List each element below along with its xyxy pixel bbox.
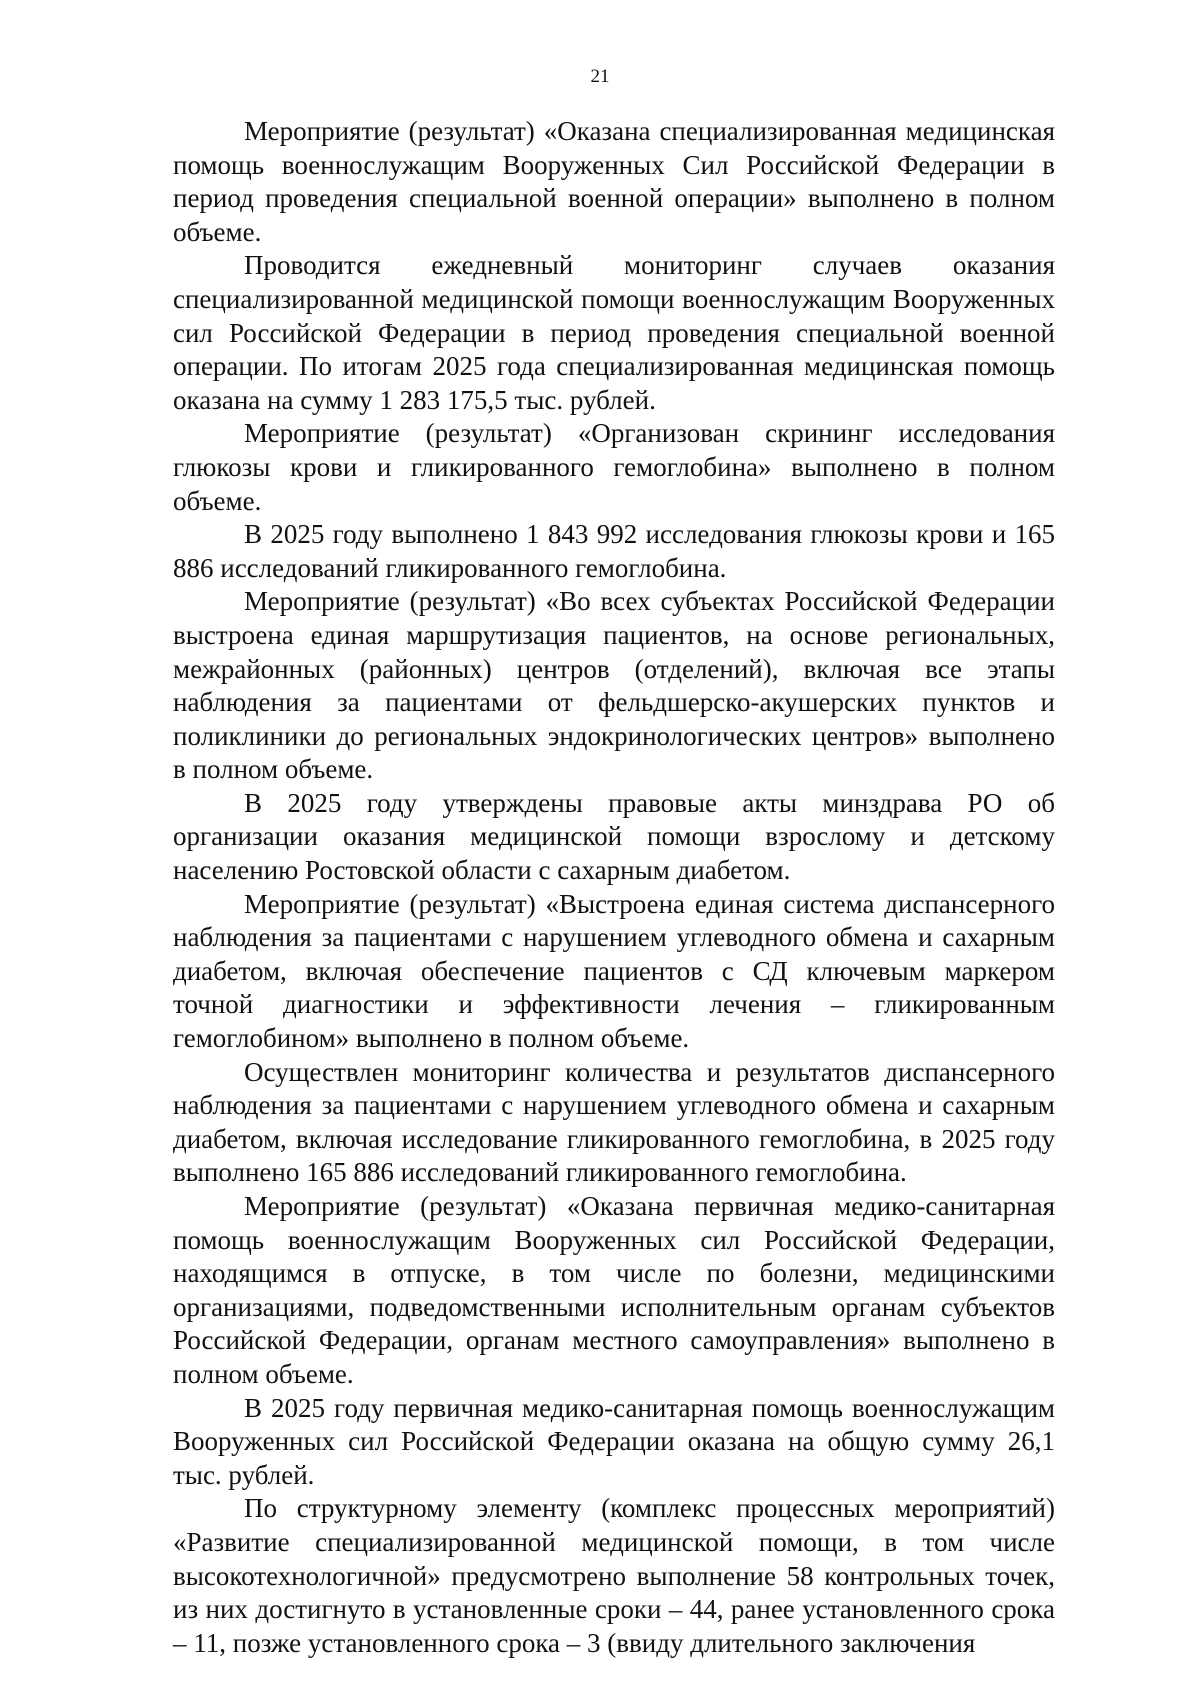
paragraph: В 2025 году выполнено 1 843 992 исследования глюкозы крови и 165 886 исследований гликированного гемоглобина. [173, 519, 1055, 583]
paragraph: Проводится ежедневный мониторинг случаев оказания специализированной медицинской помощи военнослужащим Вооруженных сил Российской Федерации в период проведения специальной военной операции. По итогам 2025 года специализированная медицинская помощь оказана на сумму 1 283 175,5 тыс. рублей. [173, 250, 1055, 415]
paragraph: Мероприятие (результат) «Оказана специализированная медицинская помощь военнослужащим Вооруженных Сил Российской Федерации в период проведения специальной военной операции» выполнено в полном объеме. [173, 116, 1055, 247]
page-number: 21 [590, 66, 610, 87]
paragraph: В 2025 году утверждены правовые акты минздрава РО об организации оказания медицинской помощи взрослому и детскому населению Ростовской области с сахарным диабетом. [173, 787, 1055, 886]
paragraph: Осуществлен мониторинг количества и результатов диспансерного наблюдения за пациентами с нарушением углеводного обмена и сахарным диабетом, включая исследование гликированного гемоглобина, в 2025 году выполнено 165 886 исследований гликированного гемоглобина. [173, 1056, 1055, 1188]
paragraph: В 2025 году первичная медико-санитарная помощь военнослужащим Вооруженных сил Российской Федерации оказана на общую сумму 26,1 тыс. рублей. [173, 1392, 1055, 1490]
paragraph: Мероприятие (результат) «Оказана первичная медико-санитарная помощь военнослужащим Вооруженных сил Российской Федерации, находящимся в отпуске, в том числе по болезни, медицинскими организациями, подведомственными исполнительным органам субъектов Российской Федерации, органам местного самоуправления» выполнено в полном объеме. [173, 1191, 1055, 1389]
paragraph: Мероприятие (результат) «Организован скрининг исследования глюкозы крови и гликированного гемоглобина» выполнено в полном объеме. [173, 418, 1055, 516]
paragraph: По структурному элементу (комплекс процессных мероприятий) «Развитие специализированной медицинской помощи, в том числе высокотехнологичной» предусмотрено выполнение 58 контрольных точек, из них достигнуто в установленные сроки – 44, ранее установленного срока – 11, позже установленного срока – 3 (ввиду длительного заключения [173, 1493, 1055, 1658]
paragraph: Мероприятие (результат) «Выстроена единая система диспансерного наблюдения за пациентами с нарушением углеводного обмена и сахарным диабетом, включая обеспечение пациентов с СД ключевым маркером точной диагностики и эффективности лечения – гликированным гемоглобином» выполнено в полном объеме. [173, 888, 1055, 1054]
document-body [173, 115, 1055, 1660]
paragraph: Мероприятие (результат) «Во всех субъектах Российской Федерации выстроена единая маршрутизация пациентов, на основе региональных, межрайонных (районных) центров (отделений), включая все этапы наблюдения за пациентами от фельдшерско-акушерских пунктов и поликлиники до региональных эндокринологических центров» выполнено в полном объеме. [173, 586, 1055, 785]
